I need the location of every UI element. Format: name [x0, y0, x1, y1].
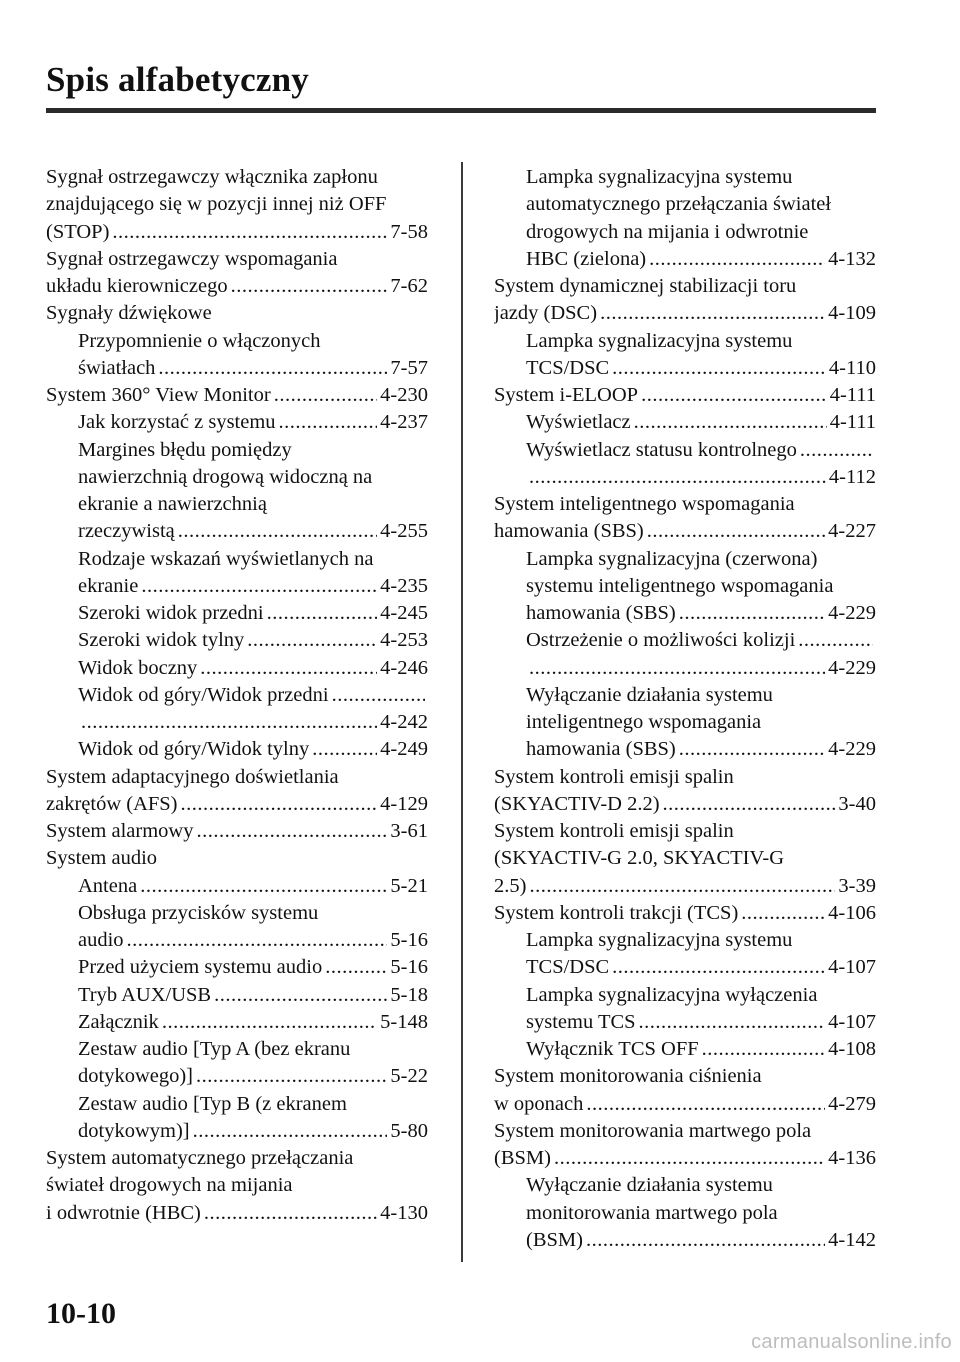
entry-text: hamowania (SBS): [494, 520, 644, 543]
entry-text: monitorowania martwego pola: [526, 1201, 778, 1224]
entry-text: System 360° View Monitor: [46, 384, 271, 406]
dot-leader: [81, 709, 377, 736]
index-subentry: [78, 900, 428, 927]
entry-text: układu kierowniczego: [46, 275, 228, 297]
entry-text: Przed użyciem systemu audio: [78, 956, 323, 979]
index-entry: [494, 382, 876, 409]
index-subentry: [78, 736, 428, 763]
entry-page-ref: 4-253: [380, 629, 428, 652]
dot-leader: [196, 818, 387, 845]
entry-text: System alarmowy: [46, 820, 194, 842]
entry-page-ref: 5-16: [390, 956, 428, 979]
index-subentry: [526, 1200, 876, 1227]
dot-leader: [127, 927, 388, 954]
index-subentry: [526, 191, 876, 218]
entry-text: Rodzaje wskazań wyświetlanych na: [78, 547, 374, 570]
entry-text: systemu TCS: [526, 1010, 636, 1033]
entry-page-ref: 4-229: [828, 738, 876, 761]
index-subentry: [526, 546, 876, 573]
entry-text: (BSM): [494, 1147, 551, 1169]
index-subentry: [78, 627, 428, 654]
entry-text: Wyświetlacz: [526, 411, 631, 434]
entry-text: rzeczywistą: [78, 520, 175, 543]
index-entry: [46, 791, 428, 818]
index-subentry: [526, 655, 876, 682]
dot-leader: [529, 873, 835, 900]
index-entry: [46, 219, 428, 246]
dot-leader: [279, 409, 378, 436]
dot-leader: [178, 518, 377, 545]
entry-text: TCS/DSC: [526, 356, 610, 379]
entry-text: System monitorowania ciśnienia: [494, 1065, 762, 1088]
dot-leader: [312, 736, 377, 763]
index-subentry: [526, 437, 876, 464]
entry-text: Antena: [78, 874, 138, 897]
dot-leader: [529, 655, 825, 682]
entry-page-ref: 7-58: [390, 220, 428, 243]
entry-text: Ostrzeżenie o możliwości kolizji: [526, 629, 796, 652]
entry-page-ref: 4-246: [380, 656, 428, 679]
dot-leader: [612, 954, 825, 981]
entry-text: nawierzchnią drogową widoczną na: [78, 465, 373, 488]
entry-text: System kontroli emisji spalin: [494, 765, 734, 788]
index-subentry: [526, 164, 876, 191]
entry-text: w oponach: [494, 1092, 584, 1115]
entry-text: HBC (zielona): [526, 247, 647, 270]
index-entry: [46, 191, 428, 218]
entry-text: drogowych na mijania i odwrotnie: [526, 220, 809, 243]
entry-text: (SKYACTIV-D 2.2): [494, 792, 660, 815]
index-subentry: [526, 464, 876, 491]
dot-leader: [798, 627, 873, 654]
index-subentry: [526, 600, 876, 627]
dot-leader: [612, 355, 826, 382]
dot-leader: [529, 464, 826, 491]
index-entry: [46, 818, 428, 845]
entry-text: Szeroki widok tylny: [78, 629, 245, 652]
entry-page-ref: 5-21: [390, 874, 428, 897]
entry-text: Margines błędu pomiędzy: [78, 438, 292, 461]
index-entry: [46, 382, 428, 409]
title-rule: [46, 108, 876, 113]
entry-text: dotykowym)]: [78, 1119, 190, 1142]
dot-leader: [679, 736, 825, 763]
entry-page-ref: 4-111: [829, 411, 876, 434]
index-entry: [494, 873, 876, 900]
index-subentry: [78, 682, 428, 709]
entry-page-ref: 5-22: [390, 1065, 428, 1088]
entry-page-ref: 4-142: [828, 1228, 876, 1251]
index-subentry: [78, 1118, 428, 1145]
entry-page-ref: 4-227: [828, 520, 876, 543]
entry-text: Tryb AUX/USB: [78, 983, 212, 1006]
index-subentry: [526, 355, 876, 382]
entry-page-ref: 4-229: [828, 656, 876, 679]
index-column-left: [46, 164, 428, 1227]
index-subentry: [78, 546, 428, 573]
entry-page-ref: 5-16: [390, 929, 428, 951]
entry-page-ref: 4-235: [380, 574, 428, 597]
index-subentry: [78, 982, 428, 1009]
index-subentry: [526, 573, 876, 600]
entry-text: Sygnał ostrzegawczy włącznika zapłonu: [46, 166, 378, 188]
entry-text: Jak korzystać z systemu: [78, 411, 276, 434]
entry-text: światłach: [78, 356, 156, 379]
index-entry: [46, 1172, 428, 1199]
entry-page-ref: 5-148: [380, 1010, 428, 1033]
index-entry: [494, 273, 876, 300]
index-entry: [494, 518, 876, 545]
index-entry: [46, 764, 428, 791]
entry-text: Lampka sygnalizacyjna wyłączenia: [526, 983, 818, 1006]
entry-page-ref: 7-57: [390, 356, 428, 379]
dot-leader: [141, 573, 377, 600]
watermark: carmanualsonline.info: [751, 1331, 952, 1353]
index-entry: [46, 1200, 428, 1227]
index-subentry: [78, 1009, 428, 1036]
entry-page-ref: 4-245: [380, 602, 428, 624]
dot-leader: [204, 1200, 377, 1227]
entry-text: Wyłączanie działania systemu: [526, 683, 773, 706]
entry-page-ref: 4-132: [828, 247, 876, 270]
index-subentry: [526, 409, 876, 436]
index-entry: [46, 164, 428, 191]
index-subentry: [526, 627, 876, 654]
dot-leader: [200, 655, 377, 682]
index-entry: [494, 300, 876, 327]
entry-page-ref: 4-255: [380, 520, 428, 543]
index-entry: [46, 845, 428, 872]
entry-text: jazdy (DSC): [494, 302, 598, 325]
index-subentry: [526, 982, 876, 1009]
entry-text: System monitorowania martwego pola: [494, 1119, 812, 1142]
index-column-right: [494, 164, 876, 1254]
index-subentry: [78, 437, 428, 464]
entry-page-ref: 4-242: [380, 711, 428, 733]
entry-text: ekranie a nawierzchnią: [78, 493, 267, 515]
index-subentry: [78, 709, 428, 736]
dot-leader: [649, 246, 825, 273]
dot-leader: [741, 900, 825, 927]
entry-text: Przypomnienie o włączonych: [78, 329, 321, 352]
entry-text: Sygnał ostrzegawczy wspomagania: [46, 247, 338, 270]
entry-text: audio: [78, 929, 124, 951]
dot-leader: [231, 273, 388, 300]
dot-leader: [332, 682, 425, 709]
entry-text: System kontroli trakcji (TCS): [494, 901, 739, 924]
entry-text: 2.5): [494, 874, 527, 897]
dot-leader: [181, 791, 378, 818]
index-subentry: [526, 954, 876, 981]
dot-leader: [247, 627, 377, 654]
entry-text: Sygnały dźwiękowe: [46, 302, 212, 325]
entry-text: (SKYACTIV-G 2.0, SKYACTIV-G: [494, 847, 785, 870]
page-title: Spis alfabetyczny: [46, 60, 309, 99]
index-subentry: [526, 1009, 876, 1036]
entry-page-ref: 3-61: [390, 820, 428, 842]
index-subentry: [526, 246, 876, 273]
entry-text: Widok od góry/Widok tylny: [78, 738, 310, 761]
index-subentry: [78, 1091, 428, 1118]
entry-page-ref: 4-107: [828, 956, 876, 979]
entry-text: (BSM): [526, 1228, 583, 1251]
index-entry: [494, 491, 876, 518]
entry-text: System dynamicznej stabilizacji toru: [494, 275, 797, 297]
entry-text: Załącznik: [78, 1010, 159, 1033]
index-subentry: [78, 573, 428, 600]
entry-page-ref: 4-129: [380, 792, 428, 815]
index-subentry: [526, 736, 876, 763]
index-subentry: [78, 1063, 428, 1090]
entry-page-ref: 4-112: [828, 465, 876, 488]
entry-page-ref: 4-111: [829, 384, 876, 406]
entry-page-ref: 5-18: [390, 983, 428, 1006]
entry-text: Lampka sygnalizacyjna systemu: [526, 166, 793, 188]
index-subentry: [526, 927, 876, 954]
entry-page-ref: 4-109: [828, 302, 876, 325]
index-subentry: [78, 954, 428, 981]
index-subentry: [78, 464, 428, 491]
index-entry: [494, 845, 876, 872]
dot-leader: [641, 382, 827, 409]
entry-text: hamowania (SBS): [526, 602, 676, 624]
dot-leader: [274, 382, 377, 409]
entry-text: i odwrotnie (HBC): [46, 1201, 201, 1224]
dot-leader: [702, 1036, 826, 1063]
dot-leader: [325, 954, 387, 981]
index-subentry: [78, 328, 428, 355]
entry-text: Lampka sygnalizacyjna (czerwona): [526, 547, 818, 570]
index-entry: [46, 246, 428, 273]
entry-page-ref: 4-229: [828, 602, 876, 624]
entry-page-ref: 4-106: [828, 901, 876, 924]
entry-text: System automatycznego przełączania: [46, 1147, 354, 1169]
entry-page-ref: 4-107: [828, 1010, 876, 1033]
entry-page-ref: 4-108: [828, 1038, 876, 1060]
entry-text: Wyłącznik TCS OFF: [526, 1038, 699, 1060]
index-entry: [494, 791, 876, 818]
entry-text: Wyłączanie działania systemu: [526, 1174, 773, 1197]
column-divider: [461, 162, 463, 1262]
entry-text: inteligentnego wspomagania: [526, 711, 762, 733]
dot-leader: [140, 873, 387, 900]
index-subentry: [78, 355, 428, 382]
entry-page-ref: 4-237: [380, 411, 428, 434]
entry-text: Szeroki widok przedni: [78, 602, 264, 624]
index-entry: [494, 1063, 876, 1090]
index-entry: [494, 1091, 876, 1118]
entry-text: hamowania (SBS): [526, 738, 676, 761]
dot-leader: [196, 1063, 387, 1090]
entry-text: Zestaw audio [Typ A (bez ekranu: [78, 1038, 351, 1060]
dot-leader: [639, 1009, 826, 1036]
entry-page-ref: 4-110: [828, 356, 876, 379]
entry-text: znajdującego się w pozycji innej niż OFF: [46, 193, 387, 216]
index-subentry: [78, 927, 428, 954]
dot-leader: [267, 600, 378, 627]
entry-page-ref: 4-249: [380, 738, 428, 761]
dot-leader: [586, 1227, 825, 1254]
dot-leader: [554, 1145, 825, 1172]
entry-page-ref: 5-80: [390, 1119, 428, 1142]
index-entry: [46, 1145, 428, 1172]
entry-text: TCS/DSC: [526, 956, 610, 979]
entry-text: świateł drogowych na mijania: [46, 1174, 293, 1197]
dot-leader: [586, 1091, 825, 1118]
dot-leader: [162, 1009, 377, 1036]
entry-page-ref: 4-130: [380, 1201, 428, 1224]
index-subentry: [526, 709, 876, 736]
entry-page-ref: 3-39: [838, 874, 876, 897]
dot-leader: [600, 300, 825, 327]
index-entry: [494, 1118, 876, 1145]
entry-text: ekranie: [78, 574, 139, 597]
index-subentry: [78, 518, 428, 545]
entry-text: Zestaw audio [Typ B (z ekranem: [78, 1092, 347, 1115]
dot-leader: [663, 791, 836, 818]
entry-text: Obsługa przycisków systemu: [78, 901, 319, 924]
entry-text: systemu inteligentnego wspomagania: [526, 574, 834, 597]
entry-text: Lampka sygnalizacyjna systemu: [526, 929, 793, 951]
index-subentry: [526, 1172, 876, 1199]
index-subentry: [526, 1036, 876, 1063]
index-entry: [494, 764, 876, 791]
index-entry: [46, 273, 428, 300]
index-subentry: [78, 600, 428, 627]
entry-text: (STOP): [46, 220, 110, 243]
entry-text: zakrętów (AFS): [46, 792, 178, 815]
index-subentry: [78, 409, 428, 436]
entry-text: Wyświetlacz statusu kontrolnego: [526, 438, 797, 461]
index-entry: [494, 1145, 876, 1172]
entry-text: Widok boczny: [78, 656, 198, 679]
index-entry: [494, 818, 876, 845]
index-subentry: [78, 1036, 428, 1063]
index-entry: [46, 300, 428, 327]
entry-text: System inteligentnego wspomagania: [494, 493, 795, 515]
dot-leader: [800, 437, 873, 464]
dot-leader: [647, 518, 825, 545]
entry-page-ref: 3-40: [838, 792, 876, 815]
entry-page-ref: 7-62: [390, 275, 428, 297]
index-subentry: [78, 491, 428, 518]
index-subentry: [526, 1227, 876, 1254]
dot-leader: [158, 355, 387, 382]
index-subentry: [526, 219, 876, 246]
dot-leader: [634, 409, 827, 436]
entry-page-ref: 4-230: [380, 384, 428, 406]
entry-text: System i-ELOOP: [494, 384, 639, 406]
entry-text: Widok od góry/Widok przedni: [78, 683, 329, 706]
index-subentry: [526, 682, 876, 709]
entry-page-ref: 4-136: [828, 1147, 876, 1169]
index-subentry: [78, 873, 428, 900]
entry-text: automatycznego przełączania świateł: [526, 193, 832, 216]
dot-leader: [193, 1118, 388, 1145]
index-subentry: [526, 328, 876, 355]
entry-text: Lampka sygnalizacyjna systemu: [526, 329, 793, 352]
entry-text: System audio: [46, 847, 158, 870]
entry-text: dotykowego)]: [78, 1065, 194, 1088]
dot-leader: [214, 982, 387, 1009]
entry-page-ref: 4-279: [828, 1092, 876, 1115]
dot-leader: [112, 219, 387, 246]
page-number: 10-10: [46, 1297, 116, 1330]
entry-text: System kontroli emisji spalin: [494, 820, 734, 842]
index-subentry: [78, 655, 428, 682]
entry-text: System adaptacyjnego doświetlania: [46, 765, 339, 788]
dot-leader: [679, 600, 825, 627]
index-entry: [494, 900, 876, 927]
